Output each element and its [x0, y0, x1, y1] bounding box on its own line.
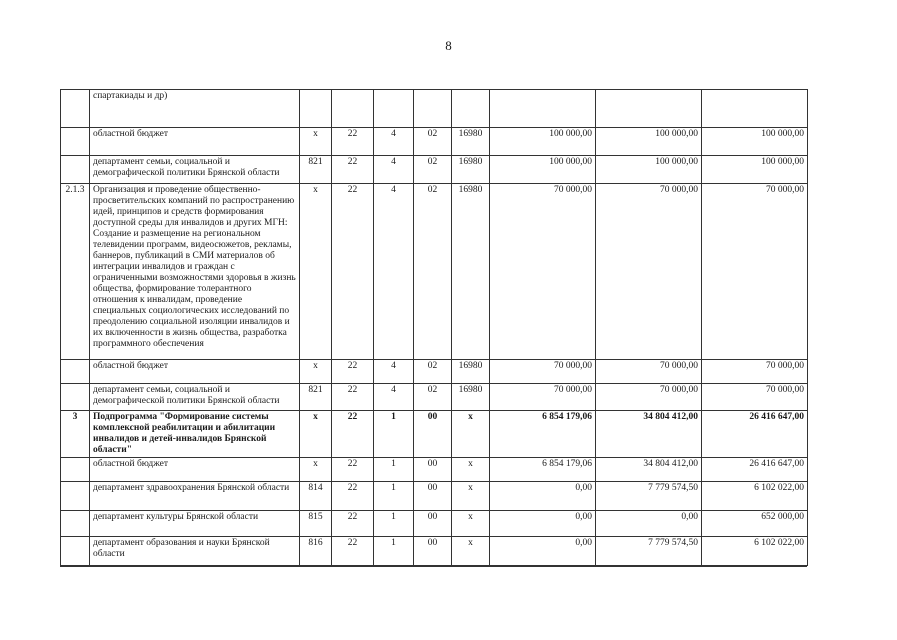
amount-year2-cell: 7 779 574,50 — [596, 537, 702, 566]
subprogram-code-cell: 1 — [374, 411, 414, 458]
amount-year2-cell: 70 000,00 — [596, 360, 702, 384]
grbs-code-cell: x — [300, 411, 332, 458]
table-row — [61, 511, 808, 537]
event-code-cell: 00 — [414, 537, 452, 566]
event-code-cell: 02 — [414, 128, 452, 156]
subprogram-code-cell: 4 — [374, 128, 414, 156]
budget-table-body — [61, 90, 808, 566]
row-name-cell: областной бюджет — [90, 128, 300, 156]
program-code-cell: 22 — [332, 511, 374, 537]
direction-code-cell: x — [452, 458, 490, 482]
amount-year3-cell: 652 000,00 — [702, 511, 808, 537]
amount-year3-cell: 70 000,00 — [702, 360, 808, 384]
amount-year2-cell: 34 804 412,00 — [596, 458, 702, 482]
row-number-cell — [61, 458, 90, 482]
direction-code-cell: 16980 — [452, 128, 490, 156]
amount-year2-cell: 70 000,00 — [596, 384, 702, 411]
grbs-code-cell: 821 — [300, 384, 332, 411]
table-row — [61, 90, 808, 128]
row-name-cell: областной бюджет — [90, 458, 300, 482]
table-row — [61, 184, 808, 360]
table-row — [61, 482, 808, 511]
amount-year2-cell: 7 779 574,50 — [596, 482, 702, 511]
grbs-code-cell: x — [300, 360, 332, 384]
program-code-cell: 22 — [332, 384, 374, 411]
row-number-cell — [61, 537, 90, 566]
row-name-cell: областной бюджет — [90, 360, 300, 384]
amount-year3-cell: 100 000,00 — [702, 128, 808, 156]
program-code-cell — [332, 90, 374, 128]
amount-year3-cell: 6 102 022,00 — [702, 537, 808, 566]
direction-code-cell: x — [452, 511, 490, 537]
direction-code-cell: 16980 — [452, 384, 490, 411]
grbs-code-cell: x — [300, 458, 332, 482]
page-number: 8 — [445, 38, 452, 53]
amount-year2-cell — [596, 90, 702, 128]
subprogram-code-cell: 1 — [374, 537, 414, 566]
direction-code-cell: 16980 — [452, 156, 490, 184]
amount-year1-cell: 0,00 — [490, 511, 596, 537]
subprogram-code-cell: 1 — [374, 458, 414, 482]
amount-year1-cell: 6 854 179,06 — [490, 411, 596, 458]
grbs-code-cell: x — [300, 184, 332, 360]
row-name-cell: департамент семьи, социальной и демографической политики Брянской области — [90, 156, 300, 184]
table-bottom-border — [60, 566, 807, 567]
event-code-cell — [414, 90, 452, 128]
program-code-cell: 22 — [332, 360, 374, 384]
grbs-code-cell: 816 — [300, 537, 332, 566]
program-code-cell: 22 — [332, 156, 374, 184]
subprogram-code-cell: 4 — [374, 184, 414, 360]
grbs-code-cell: 814 — [300, 482, 332, 511]
amount-year2-cell: 70 000,00 — [596, 184, 702, 360]
amount-year1-cell: 70 000,00 — [490, 360, 596, 384]
amount-year1-cell: 0,00 — [490, 482, 596, 511]
direction-code-cell: x — [452, 537, 490, 566]
event-code-cell: 02 — [414, 384, 452, 411]
event-code-cell: 02 — [414, 156, 452, 184]
direction-code-cell — [452, 90, 490, 128]
amount-year3-cell: 26 416 647,00 — [702, 458, 808, 482]
row-name-cell: департамент здравоохранения Брянской области — [90, 482, 300, 511]
amount-year1-cell: 70 000,00 — [490, 384, 596, 411]
direction-code-cell: x — [452, 411, 490, 458]
subprogram-code-cell — [374, 90, 414, 128]
event-code-cell: 00 — [414, 482, 452, 511]
amount-year3-cell: 70 000,00 — [702, 384, 808, 411]
direction-code-cell: 16980 — [452, 184, 490, 360]
table-row — [61, 537, 808, 566]
subprogram-code-cell: 1 — [374, 482, 414, 511]
amount-year3-cell — [702, 90, 808, 128]
row-number-cell — [61, 90, 90, 128]
table-row — [61, 384, 808, 411]
row-number-cell — [61, 128, 90, 156]
row-number-cell: 3 — [61, 411, 90, 458]
row-name-cell: спартакиады и др) — [90, 90, 300, 128]
direction-code-cell: 16980 — [452, 360, 490, 384]
amount-year1-cell — [490, 90, 596, 128]
table-row — [61, 411, 808, 458]
row-name-cell: департамент культуры Брянской области — [90, 511, 300, 537]
row-name-cell: департамент образования и науки Брянской области — [90, 537, 300, 566]
event-code-cell: 00 — [414, 511, 452, 537]
subprogram-code-cell: 4 — [374, 384, 414, 411]
amount-year1-cell: 100 000,00 — [490, 156, 596, 184]
row-name-cell: департамент семьи, социальной и демографической политики Брянской области — [90, 384, 300, 411]
amount-year2-cell: 0,00 — [596, 511, 702, 537]
program-code-cell: 22 — [332, 184, 374, 360]
program-code-cell: 22 — [332, 128, 374, 156]
amount-year1-cell: 70 000,00 — [490, 184, 596, 360]
row-name-cell: Подпрограмма "Формирование системы комплексной реабилитации и абилитации инвалидов и детей-инвалидов Брянской области" — [90, 411, 300, 458]
row-number-cell — [61, 156, 90, 184]
event-code-cell: 00 — [414, 411, 452, 458]
amount-year1-cell: 0,00 — [490, 537, 596, 566]
budget-table — [60, 89, 808, 566]
grbs-code-cell: x — [300, 128, 332, 156]
amount-year1-cell: 6 854 179,06 — [490, 458, 596, 482]
direction-code-cell: x — [452, 482, 490, 511]
program-code-cell: 22 — [332, 458, 374, 482]
amount-year2-cell: 100 000,00 — [596, 156, 702, 184]
table-row — [61, 128, 808, 156]
subprogram-code-cell: 4 — [374, 156, 414, 184]
amount-year1-cell: 100 000,00 — [490, 128, 596, 156]
table-row — [61, 360, 808, 384]
amount-year2-cell: 34 804 412,00 — [596, 411, 702, 458]
grbs-code-cell: 821 — [300, 156, 332, 184]
row-name-cell: Организация и проведение общественно-просветительских компаний по распространению идей, принципов и средств формирования доступной среды для инвалидов и других МГН: Создание и размещение на региональном телевидении программ, видеосюжетов, рекламы, баннеров, публикаций в СМИ материалов об интеграции инвалидов и граждан с ограниченными возможностями здоровья в жизнь общества, формирование толерантного отношения к инвалидам, проведение специальных социологических исследований по преодолению социальной изоляции инвалидов и их включенности в жизнь общества, разработка программного обеспечения — [90, 184, 300, 360]
row-number-cell — [61, 384, 90, 411]
event-code-cell: 02 — [414, 360, 452, 384]
row-number-cell — [61, 482, 90, 511]
program-code-cell: 22 — [332, 411, 374, 458]
table-row — [61, 156, 808, 184]
amount-year3-cell: 26 416 647,00 — [702, 411, 808, 458]
event-code-cell: 00 — [414, 458, 452, 482]
program-code-cell: 22 — [332, 482, 374, 511]
grbs-code-cell: 815 — [300, 511, 332, 537]
event-code-cell: 02 — [414, 184, 452, 360]
table-row — [61, 458, 808, 482]
amount-year2-cell: 100 000,00 — [596, 128, 702, 156]
row-number-cell — [61, 511, 90, 537]
amount-year3-cell: 100 000,00 — [702, 156, 808, 184]
grbs-code-cell — [300, 90, 332, 128]
subprogram-code-cell: 4 — [374, 360, 414, 384]
amount-year3-cell: 6 102 022,00 — [702, 482, 808, 511]
program-code-cell: 22 — [332, 537, 374, 566]
row-number-cell: 2.1.3 — [61, 184, 90, 360]
row-number-cell — [61, 360, 90, 384]
amount-year3-cell: 70 000,00 — [702, 184, 808, 360]
subprogram-code-cell: 1 — [374, 511, 414, 537]
